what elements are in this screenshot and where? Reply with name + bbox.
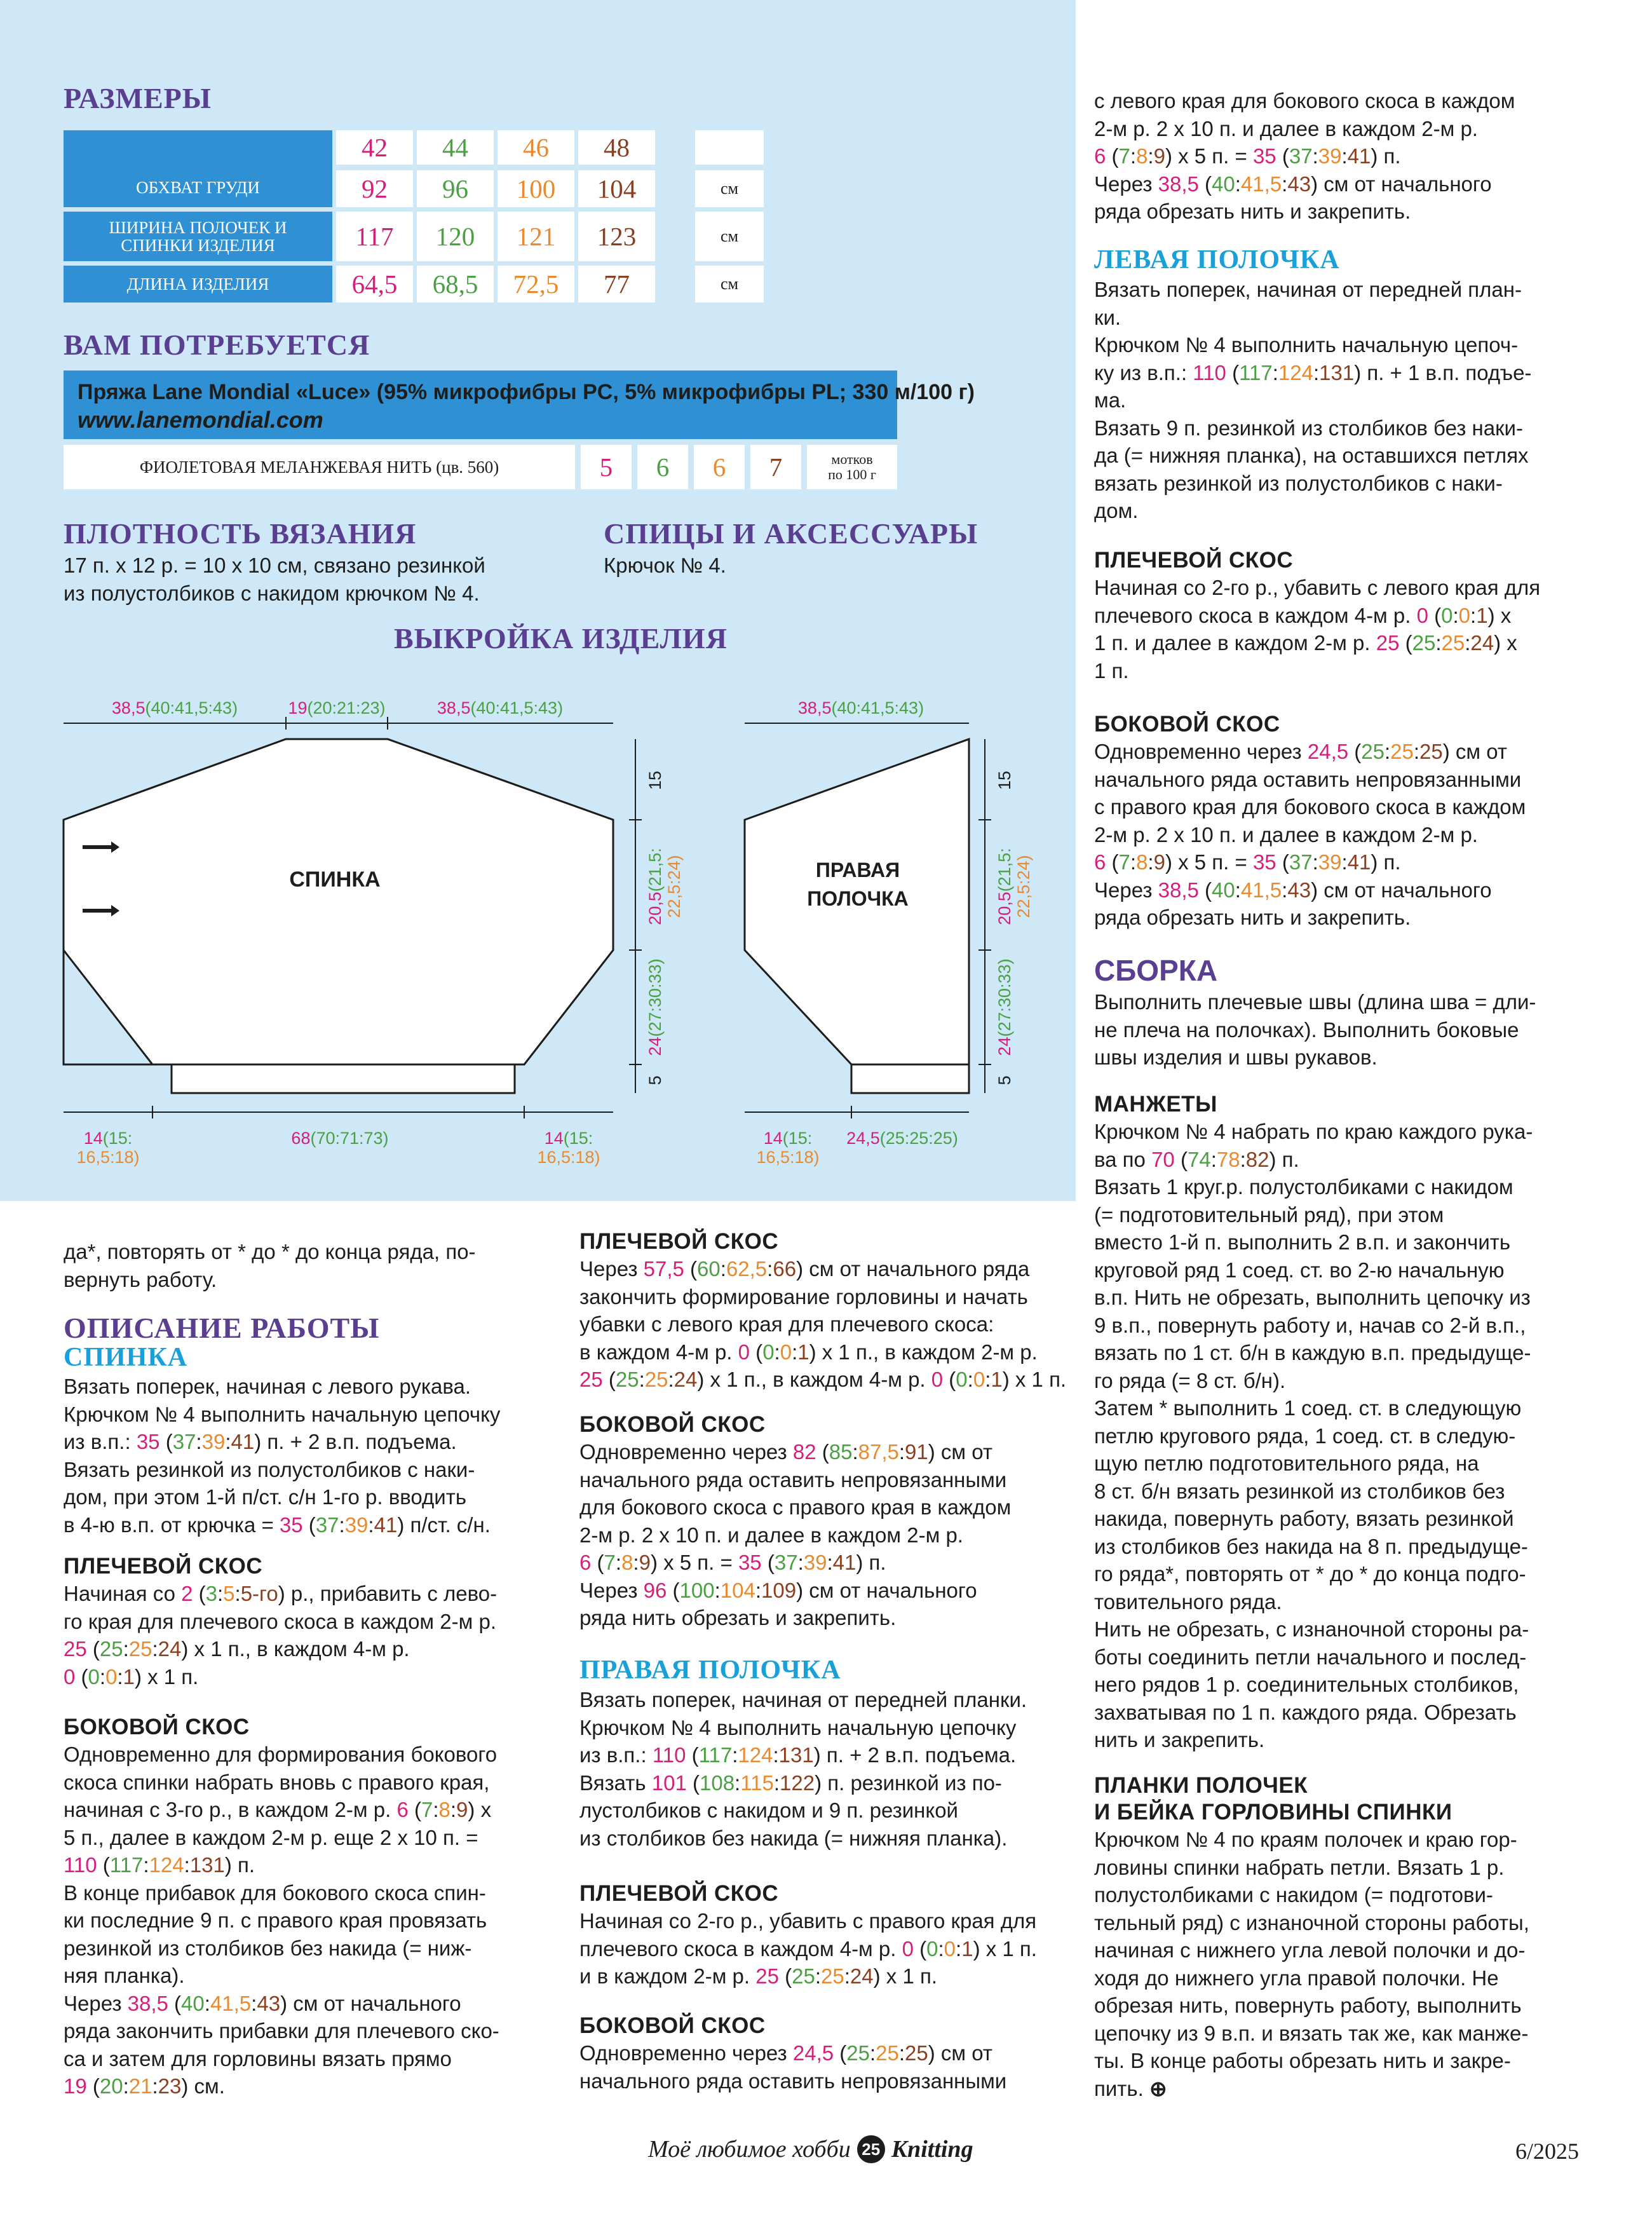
- dim-neck: [288, 698, 385, 717]
- qty-42: 5: [581, 445, 632, 489]
- gauge-line-2: из полустолбиков с накидом крючком № 4.: [64, 581, 480, 605]
- dim-neck-alt: (20:21:23): [307, 698, 386, 717]
- length-44: 68,5: [417, 266, 494, 302]
- back-shape: [64, 739, 613, 1064]
- back-side2-text: Одновременно через 82 (85:87,5:91) см от начального ряда оставить непровязанными для бокового скоса с правого края в каждом 2-м р. 2 х 10 п. и далее в каждом 2-м р. 6 (7:8:9) х 5 п. = 35 (37:39:41) п. Через 96 (100:104:109) см от начального ряда нить обрезать и закрепить.: [579, 1440, 1012, 1629]
- right-side-title: БОКОВОЙ СКОС: [579, 2013, 766, 2038]
- width-44: 120: [417, 212, 494, 261]
- back-side2-title: БОКОВОЙ СКОС: [579, 1412, 766, 1437]
- assembly-title: СБОРКА: [1094, 954, 1218, 987]
- dim-front-top: [437, 698, 563, 717]
- size-42: 42: [336, 130, 413, 165]
- tools-title: СПИЦЫ И АКСЕССУАРЫ: [604, 517, 978, 550]
- footer-brand: [648, 2135, 973, 2163]
- yarn-color-label: ФИОЛЕТОВАЯ МЕЛАНЖЕВАЯ НИТЬ (цв. 560): [64, 445, 575, 489]
- dim-cuff-left-alt: (15:: [102, 1129, 133, 1148]
- right-shoulder-title: ПЛЕЧЕВОЙ СКОС: [579, 1881, 779, 1906]
- dim-front-205-main: 20,5: [995, 892, 1014, 925]
- bands-title-2: И БЕЙКА ГОРЛОВИНЫ СПИНКИ: [1094, 1800, 1452, 1825]
- dim-front-width-alt: (40:41,5:43): [831, 698, 924, 717]
- width-unit: см: [695, 212, 764, 261]
- footer-section: Knitting: [891, 2136, 973, 2163]
- length-46: 72,5: [498, 266, 574, 302]
- qty-unit-line1: мотков: [831, 451, 873, 467]
- dim-front-top-main: 38,5: [437, 698, 471, 717]
- left-front-title: ЛЕВАЯ ПОЛОЧКА: [1094, 245, 1340, 275]
- dim-neck-main: 19: [288, 698, 308, 717]
- sizes-title: РАЗМЕРЫ: [64, 82, 212, 114]
- bands-title-1: ПЛАНКИ ПОЛОЧЕК: [1094, 1773, 1308, 1798]
- dim-front-24-alt: (27:30:33): [995, 958, 1014, 1037]
- length-42: 64,5: [336, 266, 413, 302]
- length-unit: см: [695, 266, 764, 302]
- dim-back-5: 5: [646, 1075, 665, 1085]
- dim-front-cuff: [764, 1129, 813, 1148]
- sizes-header-blank: [64, 130, 332, 168]
- dim-cuff-left-main: 14: [83, 1129, 103, 1148]
- tools-text: Крючок № 4.: [604, 554, 726, 577]
- description-title: ОПИСАНИЕ РАБОТЫ: [64, 1312, 380, 1344]
- back-shoulder2-text: Через 57,5 (60:62,5:66) см от начального ряда закончить формирование горловины и начать убавки с левого края для плечевого скоса: в каждом 4-м р. 0 (0:0:1) х 1 п., в каждом 2-м р. 25 (25:25:24) х 1 п., в каждом 4-м р. 0 (0:0:1) х 1 п.: [579, 1257, 1067, 1391]
- gauge-line-1: 17 п. х 12 р. = 10 х 10 см, связано резинкой: [64, 554, 485, 577]
- yarn-url[interactable]: www.lanemondial.com: [78, 407, 323, 433]
- back-hem: [172, 1064, 515, 1093]
- dim-front-205: [995, 848, 1014, 925]
- width-48: 123: [578, 212, 655, 261]
- left-side-text: Одновременно через 24,5 (25:25:25) см от начального ряда оставить непровязанными с правого края для бокового скоса в каждом 2-м р. 2 х 10 п. и далее в каждом 2-м р. 6 (7:8:9) х 5 п. = 35 (37:39:41) п. Через 38,5 (40:41,5:43) см от начального ряда обрезать нить и закрепить.: [1094, 740, 1526, 929]
- width-46: 121: [498, 212, 574, 261]
- yarn-description: Пряжа Lane Mondial «Luce» (95% микрофибры PC, 5% микрофибры PL; 330 м/100 г): [78, 380, 975, 404]
- right-front-title: ПРАВАЯ ПОЛОЧКА: [579, 1655, 841, 1685]
- dim-front-cuff-main: 14: [763, 1129, 783, 1148]
- dim-front-bottom: [846, 1129, 958, 1148]
- right-front-text: Вязать поперек, начиная от передней планки. Крючком № 4 выполнить начальную цепочку из в.п.: 110 (117:124:131) п. + 2 в.п. подъема. Вязать 101 (108:115:122) п. резинкой из по- лустолбиков с накидом и 9 п. резинкой из столбиков без накида (= нижняя планка).: [579, 1688, 1027, 1850]
- dim-back-24: [646, 958, 665, 1056]
- size-46: 46: [498, 130, 574, 165]
- end-mark-icon: ⊕: [1149, 2076, 1167, 2100]
- chest-42: 92: [336, 170, 413, 207]
- right-side-text: Одновременно через 24,5 (25:25:25) см от начального ряда оставить непровязанными: [579, 2041, 1007, 2093]
- dim-cuff-right-alt: (15:: [563, 1129, 593, 1148]
- front-shape: [745, 739, 969, 1093]
- size-unit-blank: [695, 130, 764, 165]
- dim-front-bottom-main: 24,5: [846, 1129, 880, 1148]
- dim-front-205-alt: (21,5:: [995, 848, 1014, 892]
- dim-front-cuff-extra: 16,5:18): [756, 1148, 820, 1167]
- footer-magazine: Моё любимое хобби: [648, 2136, 851, 2163]
- row-label-length: ДЛИНА ИЗДЕЛИЯ: [64, 266, 332, 302]
- col1-continuation: да*, повторять от * до * до конца ряда, по- вернуть работу.: [64, 1240, 476, 1291]
- footer-issue: 6/2025: [1515, 2138, 1580, 2164]
- qty-unit-line2: по 100 г: [828, 466, 876, 482]
- length-48: 77: [578, 266, 655, 302]
- dim-back-205-extra: 22,5:24): [665, 855, 684, 918]
- right-shoulder-text: Начиная со 2-го р., убавить с правого края для плечевого скоса в каждом 4-м р. 0 (0:0:1) х 1 п. и в каждом 2-м р. 25 (25:25:24) х 1 п.: [579, 1909, 1037, 1988]
- chest-48: 104: [578, 170, 655, 207]
- left-shoulder-text: Начиная со 2-го р., убавить с левого края для плечевого скоса в каждом 4-м р. 0 (0:0:1) х 1 п. и далее в каждом 2-м р. 25 (25:25:24) х 1 п.: [1094, 576, 1541, 683]
- pattern-schematic: [0, 667, 1076, 1201]
- materials-title: ВАМ ПОТРЕБУЕТСЯ: [64, 329, 370, 361]
- footer-page-number: 25: [857, 2135, 885, 2163]
- cuffs-text: Крючком № 4 набрать по краю каждого рука- ва по 70 (74:78:82) п. Вязать 1 круг.р. полустолбиками с накидом (= подготовительный ряд), при этом вместо 1-й п. выполнить 2 в.п. и закончить круговой ряд 1 соед. ст. во 2-ю начальную в.п. Нить не обрезать, выполнить цепочку из 9 в.п., повернуть работу и, начав со 2-й в.п., вязать по 1 ст. б/н в каждую в.п. предыдуще- го ряда (= 8 ст. б/н). Затем * выполнить 1 соед. ст. в следующую петлю кругового ряда, 1 соед. ст. в следую- щую петлю подготовительного ряда, на 8 ст. б/н вязать резинкой из столбиков без накида, повернуть работу, вязать резинкой из столбиков без накида на 8 п. предыдуще- го ряда*, повторять от * до * до конца подго- товительного ряда. Нить не обрезать, с изнаночной стороны ра- боты соединить петли начального и послед- него рядов 1 р. соединительных столбиков, захватывая по 1 п. каждого ряда. Обрезать нить и закрепить.: [1094, 1120, 1533, 1751]
- dim-front-24: [995, 958, 1014, 1056]
- cuffs-title: МАНЖЕТЫ: [1094, 1092, 1217, 1117]
- left-side-title: БОКОВОЙ СКОС: [1094, 712, 1280, 737]
- dim-back-24-alt: (27:30:33): [646, 958, 665, 1037]
- dim-cuff-left-extra: 16,5:18): [76, 1148, 140, 1167]
- back-side-title: БОКОВОЙ СКОС: [64, 1715, 250, 1739]
- back-shoulder-text: Начиная со 2 (3:5:5-го) р., прибавить с лево- го края для плечевого скоса в каждом 2-м р. 25 (25:25:24) х 1 п., в каждом 4-м р. 0 (0:0:1) х 1 п.: [64, 1582, 498, 1689]
- dim-bottom: [291, 1129, 388, 1148]
- front-label-2: ПОЛОЧКА: [807, 887, 909, 910]
- back-side-text: Одновременно для формирования бокового скоса спинки набрать вновь с правого края, начиная с 3-го р., в каждом 2-м р. 6 (7:8:9) х 5 п., далее в каждом 2-м р. еще 2 х 10 п. = 110 (117:124:131) п. В конце прибавок для бокового скоса спин- ки последние 9 п. с правого края провязать резинкой из столбиков без накида (= ниж- няя планка). Через 38,5 (40:41,5:43) см от начального ряда закончить прибавки для плечевого ско- са и затем для горловины вязать прямо 19 (20:21:23) см.: [64, 1743, 499, 2098]
- chest-unit: см: [695, 170, 764, 207]
- dim-bottom-main: 68: [291, 1129, 311, 1148]
- width-42: 117: [336, 212, 413, 261]
- dim-sleeve-top-alt: (40:41,5:43): [145, 698, 238, 717]
- back-title: СПИНКА: [64, 1343, 188, 1372]
- dim-bottom-alt: (70:71:73): [310, 1129, 389, 1148]
- qty-46: 6: [694, 445, 745, 489]
- dim-back-205-alt: (21,5:: [646, 848, 665, 892]
- dim-cuff-left: [84, 1129, 133, 1148]
- bands-text: Крючком № 4 по краям полочек и краю гор- ловины спинки набрать петли. Вязать 1 р. полустолбиками с накидом (= подготови- тельный ряд) с изнаночной стороны работы, начиная с нижнего угла левой полочки и до- ходя до нижнего угла правой полочки. Не обрезая нить, повернуть работу, выполнить цепочку из 9 в.п. и вязать так же, как манже- ты. В конце работы обрезать нить и закре- пить. ⊕: [1094, 1828, 1529, 2100]
- dim-sleeve-top: [112, 698, 238, 717]
- dim-front-15: 15: [995, 770, 1014, 791]
- row-label-chest: ОБХВАТ ГРУДИ: [64, 168, 332, 207]
- dim-cuff-right: [545, 1129, 593, 1148]
- dim-back-15: 15: [646, 770, 665, 791]
- size-44: 44: [417, 130, 494, 165]
- dim-front-width-main: 38,5: [797, 698, 832, 717]
- back-shoulder2-title: ПЛЕЧЕВОЙ СКОС: [579, 1229, 779, 1254]
- dim-front-205-extra: 22,5:24): [1014, 855, 1033, 918]
- row-label-width: ШИРИНА ПОЛОЧЕК И СПИНКИ ИЗДЕЛИЯ: [64, 212, 332, 261]
- front-label-1: ПРАВАЯ: [815, 859, 900, 881]
- dim-front-24-main: 24: [995, 1037, 1014, 1056]
- dim-front-width: [798, 698, 924, 717]
- gauge-text: [64, 552, 485, 607]
- dim-back-205: [646, 848, 665, 925]
- back-intro: Вязать поперек, начиная с левого рукава. Крючком № 4 выполнить начальную цепочку из в.п.: 35 (37:39:41) п. + 2 в.п. подъема. Вязать резинкой из полустолбиков с наки- дом, при этом 1-й п/ст. с/н 1-го р. вводить в 4-ю в.п. от крючка = 35 (37:39:41) п/ст. с/н.: [64, 1375, 501, 1537]
- dim-front-top-alt: (40:41,5:43): [470, 698, 564, 717]
- chest-46: 100: [498, 170, 574, 207]
- dim-back-24-main: 24: [646, 1037, 665, 1056]
- gauge-title: ПЛОТНОСТЬ ВЯЗАНИЯ: [64, 517, 417, 550]
- back-label: СПИНКА: [289, 867, 381, 892]
- dim-front-bottom-alt: (25:25:25): [879, 1129, 958, 1148]
- back-shoulder-title: ПЛЕЧЕВОЙ СКОС: [64, 1554, 263, 1579]
- dim-cuff-right-main: 14: [544, 1129, 564, 1148]
- left-front-text: Вязать поперек, начиная от передней план- ки. Крючком № 4 выполнить начальную цепоч- ку из в.п.: 110 (117:124:131) п. + 1 в.п. подъе- ма. Вязать 9 п. резинкой из столбиков без наки- да (= нижняя планка), на оставшихся петлях вязать резинкой из полустолбиков с наки- дом.: [1094, 278, 1532, 522]
- qty-44: 6: [637, 445, 688, 489]
- pattern-title: ВЫКРОЙКА ИЗДЕЛИЯ: [394, 622, 728, 655]
- dim-front-5: 5: [995, 1075, 1014, 1085]
- size-48: 48: [578, 130, 655, 165]
- dim-sleeve-top-main: 38,5: [111, 698, 146, 717]
- right-side-continued: с левого края для бокового скоса в каждом 2-м р. 2 х 10 п. и далее в каждом 2-м р. 6 (7:8:9) х 5 п. = 35 (37:39:41) п. Через 38,5 (40:41,5:43) см от начального ряда обрезать нить и закрепить.: [1094, 89, 1515, 223]
- assembly-text: Выполнить плечевые швы (длина шва = дли- не плеча на полочках). Выполнить боковые швы изделия и швы рукавов.: [1094, 990, 1536, 1069]
- qty-48: 7: [750, 445, 801, 489]
- dim-cuff-right-extra: 16,5:18): [537, 1148, 600, 1167]
- dim-back-205-main: 20,5: [646, 892, 665, 925]
- chest-44: 96: [417, 170, 494, 207]
- qty-unit: [807, 445, 897, 489]
- left-shoulder-title: ПЛЕЧЕВОЙ СКОС: [1094, 548, 1294, 573]
- dim-front-cuff-alt: (15:: [782, 1129, 813, 1148]
